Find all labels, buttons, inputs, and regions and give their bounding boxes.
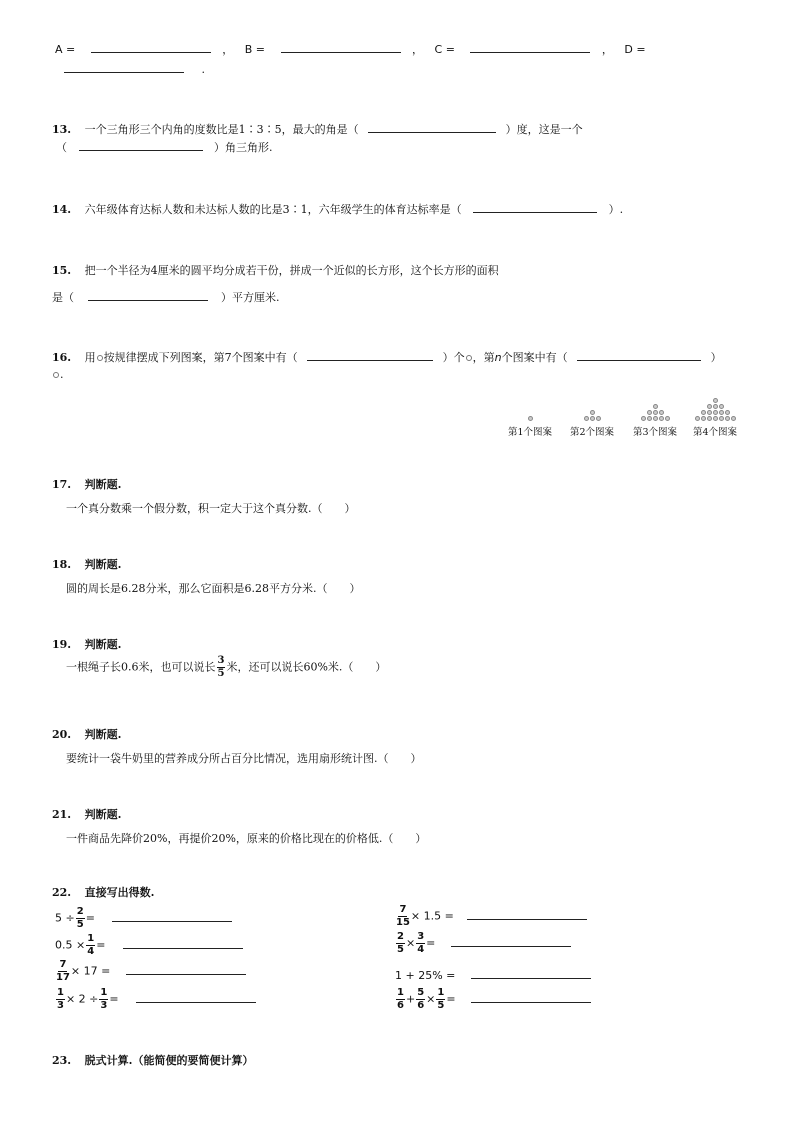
question-21: [52, 806, 121, 822]
separator: ，: [601, 43, 613, 56]
pattern-dot: [641, 416, 646, 421]
pattern-dot: [653, 416, 658, 421]
pattern-dot: [713, 416, 718, 421]
answer-blank[interactable]: [451, 934, 571, 947]
pattern-dot: [725, 416, 730, 421]
label-c: C =: [434, 43, 455, 56]
question-15: [52, 262, 499, 278]
answer-blank[interactable]: [368, 120, 496, 133]
expression-7: $\frac{1}{3}$ × 2 ÷ $\frac{1}{3}$ =: [55, 988, 256, 1011]
pattern-dot: [665, 416, 670, 421]
expression-6: 1 + 25% =: [395, 966, 591, 982]
answer-c-blank[interactable]: [470, 40, 590, 53]
question-text: 把一个半径为4厘米的圆平均分成若干份，拼成一个近似的长方形，这个长方形的面积: [84, 264, 499, 277]
question-number: 16.: [52, 351, 72, 364]
question-19-statement: [66, 656, 386, 679]
question-text: ）平方厘米.: [221, 291, 280, 304]
pattern-dot: [707, 416, 712, 421]
question-22: [52, 884, 154, 900]
pattern-dot: [659, 410, 664, 415]
answer-blank[interactable]: [577, 348, 701, 361]
question-16: [52, 348, 722, 365]
answer-blank[interactable]: [88, 288, 208, 301]
answer-blank[interactable]: [123, 936, 243, 949]
question-number: 15.: [52, 264, 72, 277]
answer-a-blank[interactable]: [91, 40, 211, 53]
pattern-dot: [590, 410, 595, 415]
circle-icon: [466, 355, 472, 361]
answer-blank[interactable]: [471, 966, 591, 979]
pattern-dot: [584, 416, 589, 421]
answer-b-blank[interactable]: [281, 40, 401, 53]
question-text: .: [60, 368, 64, 381]
pattern-dot: [695, 416, 700, 421]
question-text: 一个三角形三个内角的度数比是1∶3∶5，最大的角是（: [84, 123, 359, 136]
pattern-dot: [713, 404, 718, 409]
answer-blank[interactable]: [79, 138, 203, 151]
question-number: 21.: [52, 808, 72, 821]
pattern-dot: [528, 416, 533, 421]
question-20: [52, 726, 121, 742]
question-23: [52, 1052, 253, 1068]
pattern-label: 第4个图案: [692, 427, 738, 438]
question-13-line-2: [56, 138, 273, 155]
pattern-dot: [701, 416, 706, 421]
pattern-dot: [653, 404, 658, 409]
pattern-dot: [647, 416, 652, 421]
question-number: 23.: [52, 1054, 72, 1067]
expression-5: $\frac{7}{17}$ × 17 =: [55, 960, 246, 983]
question-number: 22.: [52, 886, 72, 899]
question-text: 按规律摆成下列图案，第7个图案中有（: [103, 351, 298, 364]
question-21-statement: 一件商品先降价20%，再提价20%，原来的价格比现在的价格低.（ ）: [66, 832, 427, 845]
answer-d-blank[interactable]: [64, 60, 184, 73]
pattern-label: 第1个图案: [507, 427, 553, 438]
question-18-statement: 圆的周长是6.28分米，那么它面积是6.28平方分米.（ ）: [66, 582, 361, 595]
question-number: 17.: [52, 478, 72, 491]
question-text: ）: [710, 351, 722, 364]
pattern-dot: [659, 416, 664, 421]
answer-blank[interactable]: [471, 990, 591, 1003]
question-18: [52, 556, 121, 572]
period: .: [201, 63, 205, 76]
paren-open: （: [56, 141, 67, 154]
circle-icon: [53, 372, 59, 378]
expression-4: $\frac{2}{5}$ × $\frac{3}{4}$ =: [395, 932, 571, 955]
answer-blank[interactable]: [307, 348, 433, 361]
expression-2: $\frac{7}{15}$ × 1.5 =: [395, 905, 587, 928]
pattern-dot: [713, 410, 718, 415]
question-number: 19.: [52, 638, 72, 651]
label-a: A =: [55, 43, 76, 56]
answer-blank[interactable]: [112, 909, 232, 922]
question-title: 判断题.: [84, 638, 122, 651]
question-13: [52, 120, 583, 137]
pattern-dot: [719, 404, 724, 409]
question-text: 六年级体育达标人数和未达标人数的比是3∶1，六年级学生的体育达标率是（: [84, 203, 462, 216]
question-20-statement: 要统计一袋牛奶里的营养成分所占百分比情况，选用扇形统计图.（ ）: [66, 752, 422, 765]
pattern-dot: [596, 416, 601, 421]
question-text: ）角三角形.: [214, 141, 273, 154]
question-number: 18.: [52, 558, 72, 571]
pattern-dot: [707, 404, 712, 409]
question-15-line-2: [52, 288, 280, 305]
question-text: 个图案中有（: [501, 351, 568, 364]
question-text: 用: [84, 351, 96, 364]
question-title: 判断题.: [84, 808, 122, 821]
question-19: [52, 636, 121, 652]
pattern-dot: [713, 398, 718, 403]
question-text: ）个: [442, 351, 465, 364]
pattern-dot: [719, 416, 724, 421]
expression-1: 5 ÷ $\frac{2}{5}$ =: [55, 907, 232, 930]
fraction: $\frac{3}{5}$: [217, 655, 225, 679]
question-16-line-2: [52, 368, 64, 381]
answer-blank[interactable]: [126, 962, 246, 975]
pattern-dot: [701, 410, 706, 415]
question-number: 20.: [52, 728, 72, 741]
expression-3: 0.5 × $\frac{1}{4}$ =: [55, 934, 243, 957]
separator: ，: [412, 43, 424, 56]
pattern-dot: [647, 410, 652, 415]
pattern-dot: [719, 410, 724, 415]
question-title: 直接写出得数.: [84, 886, 155, 899]
question-number: 14.: [52, 203, 72, 216]
abcd-line-2: [64, 60, 205, 76]
question-14: [52, 200, 623, 217]
question-text: ，第: [472, 351, 495, 364]
question-title: 判断题.: [84, 478, 122, 491]
answer-blank[interactable]: [473, 200, 597, 213]
pattern-figures: [500, 388, 750, 438]
statement-text: 一根绳子长0.6米，也可以说长: [66, 660, 216, 674]
pattern-label: 第2个图案: [569, 427, 615, 438]
question-text: ）度，这是一个: [505, 123, 583, 136]
label-b: B =: [244, 43, 266, 56]
question-17-statement: 一个真分数乘一个假分数，积一定大于这个真分数.（ ）: [66, 502, 356, 515]
question-title: 脱式计算.（能简便的要简便计算）: [84, 1054, 254, 1067]
label-d: D =: [624, 43, 646, 56]
answer-blank[interactable]: [467, 907, 587, 920]
pattern-dot: [731, 416, 736, 421]
pattern-dot: [725, 410, 730, 415]
expression-8: $\frac{1}{6}$ + $\frac{5}{6}$ × $\frac{1}{5}$ =: [395, 988, 591, 1011]
question-text: ）.: [608, 203, 624, 216]
pattern-dot: [707, 410, 712, 415]
question-text: 是（: [52, 291, 74, 304]
variable-n: n: [494, 351, 502, 364]
separator: ，: [222, 43, 234, 56]
circle-icon: [97, 355, 103, 361]
question-17: [52, 476, 121, 492]
question-title: 判断题.: [84, 728, 122, 741]
question-title: 判断题.: [84, 558, 122, 571]
statement-text: 米，还可以说长60%米.（ ）: [226, 660, 387, 674]
pattern-label: 第3个图案: [632, 427, 678, 438]
abcd-line: [55, 40, 646, 57]
answer-blank[interactable]: [136, 990, 256, 1003]
question-number: 13.: [52, 123, 72, 136]
pattern-dot: [590, 416, 595, 421]
pattern-dot: [653, 410, 658, 415]
